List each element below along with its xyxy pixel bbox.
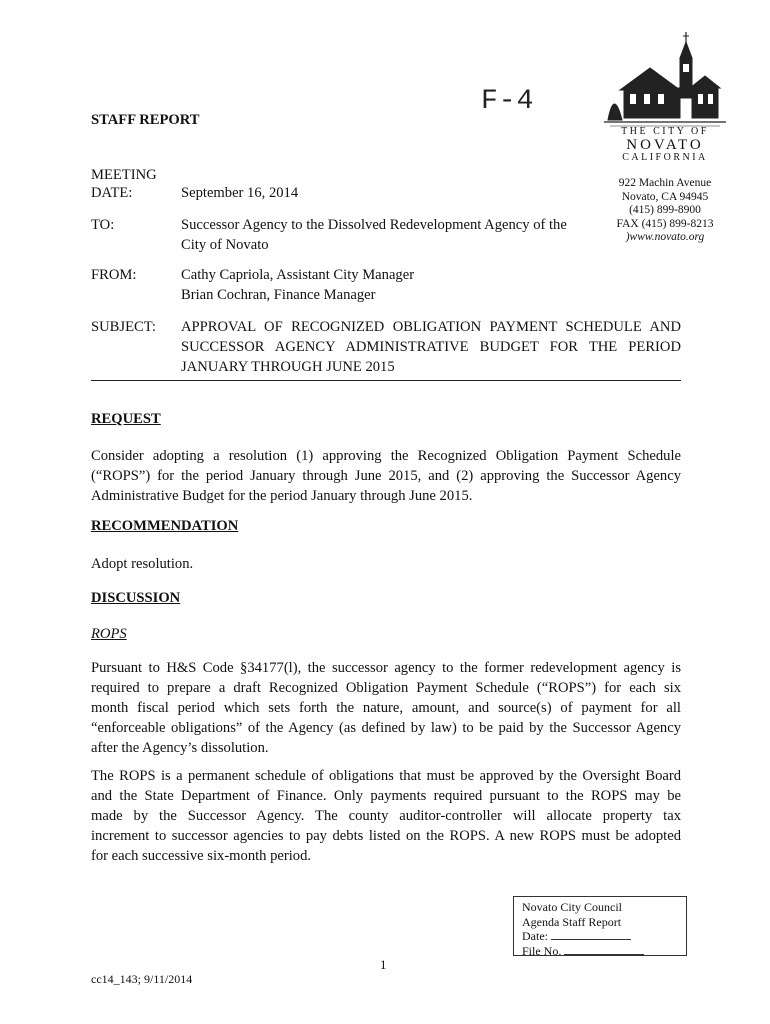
- paragraph-line: month fiscal period which sets forth the nature, amount, and source(s) of payment for all: [91, 700, 681, 716]
- subject-line: JANUARY THROUGH JUNE 2015: [181, 359, 395, 375]
- city-of-label: THE CITY OF: [621, 126, 709, 137]
- subject-line: APPROVAL OF RECOGNIZED OBLIGATION PAYMENT SCHEDULE AND: [181, 319, 681, 335]
- subject-label: SUBJECT:: [91, 319, 156, 335]
- document-title: STAFF REPORT: [91, 112, 200, 128]
- paragraph-line: required to prepare a draft Recognized Obligation Payment Schedule (“ROPS”) for each six: [91, 680, 681, 696]
- document-footer: cc14_143; 9/11/2014: [91, 972, 193, 986]
- recommendation-text: Adopt resolution.: [91, 556, 194, 572]
- recommendation-heading: RECOMMENDATION: [91, 518, 239, 534]
- paragraph-line: The ROPS is a permanent schedule of obligations that must be approved by the Oversight Board: [91, 768, 681, 784]
- date-value: September 16, 2014: [181, 185, 299, 201]
- stamp-date-row: [522, 929, 686, 944]
- subject-line: SUCCESSOR AGENCY ADMINISTRATIVE BUDGET FOR THE PERIOD: [181, 339, 681, 355]
- stamp-line: Novato City Council: [522, 900, 622, 914]
- address-line: 922 Machin Avenue: [618, 177, 712, 189]
- from-value: [181, 265, 681, 305]
- paragraph-line: (“ROPS”) for the period January through June 2015, and (2) approving the Successor Agency: [91, 468, 681, 484]
- from-label: FROM:: [91, 267, 137, 283]
- paragraph-line: Pursuant to H&S Code §34177(l), the successor agency to the former redevelopment agency is: [91, 660, 681, 676]
- address-line: Novato, CA 94945: [621, 190, 709, 203]
- to-value: [181, 215, 601, 255]
- stamp-file-row: [522, 944, 686, 959]
- from-line: Brian Cochran, Finance Manager: [181, 287, 376, 303]
- paragraph-line: Administrative Budget for the period January through June 2015.: [91, 488, 473, 504]
- to-line: Successor Agency to the Dissolved Redevelopment Agency of the: [181, 217, 567, 233]
- page-number: 1: [380, 957, 387, 972]
- city-name: NOVATO: [626, 137, 704, 153]
- to-label: TO:: [91, 217, 115, 233]
- paragraph-line: Consider adopting a resolution (1) approving the Recognized Obligation Payment Schedule: [91, 448, 681, 464]
- paragraph-line: after the Agency’s dissolution.: [91, 740, 269, 756]
- paragraph-line: increment to successor agencies to pay debts listed on the ROPS. A new ROPS must be adopted: [91, 828, 681, 844]
- address-line: (415) 899-8900: [629, 204, 701, 216]
- stamp-file-blank: [564, 944, 644, 955]
- agenda-item-stamp: F-4: [481, 86, 535, 117]
- paragraph-line: made by the Successor Agency. The county auditor-controller will allocate property tax: [91, 808, 681, 824]
- subject-value: [181, 317, 681, 377]
- to-line: City of Novato: [181, 237, 269, 253]
- website-link[interactable]: )www.novato.org: [625, 231, 705, 243]
- agenda-stamp-box: [513, 896, 687, 956]
- discussion-paragraph-1: [91, 658, 681, 758]
- address-line: FAX (415) 899-8213: [616, 217, 714, 230]
- discussion-paragraph-2: [91, 766, 681, 866]
- paragraph-line: and the State Department of Finance. Only payments required pursuant to the ROPS may be: [91, 788, 681, 804]
- date-label: DATE:: [91, 185, 133, 201]
- stamp-line: Agenda Staff Report: [522, 914, 622, 929]
- paragraph-line: for each successive six-month period.: [91, 848, 312, 864]
- stamp-date-blank: [551, 929, 631, 940]
- rops-subheading: ROPS: [91, 626, 127, 642]
- meeting-label: MEETING: [91, 167, 157, 183]
- request-paragraph: [91, 446, 681, 506]
- paragraph-line: “enforceable obligations” of the Agency (as defined by law) to be paid by the Successor Agency: [91, 720, 681, 736]
- header-divider: [91, 380, 681, 381]
- stamp-date-label: Date:: [522, 929, 548, 943]
- discussion-heading: DISCUSSION: [91, 590, 181, 606]
- from-line: Cathy Capriola, Assistant City Manager: [181, 267, 415, 283]
- state-label: CALIFORNIA: [622, 152, 708, 163]
- request-heading: REQUEST: [91, 411, 161, 427]
- stamp-file-label: File No.: [522, 943, 562, 958]
- city-hall-logo-icon: [600, 28, 730, 132]
